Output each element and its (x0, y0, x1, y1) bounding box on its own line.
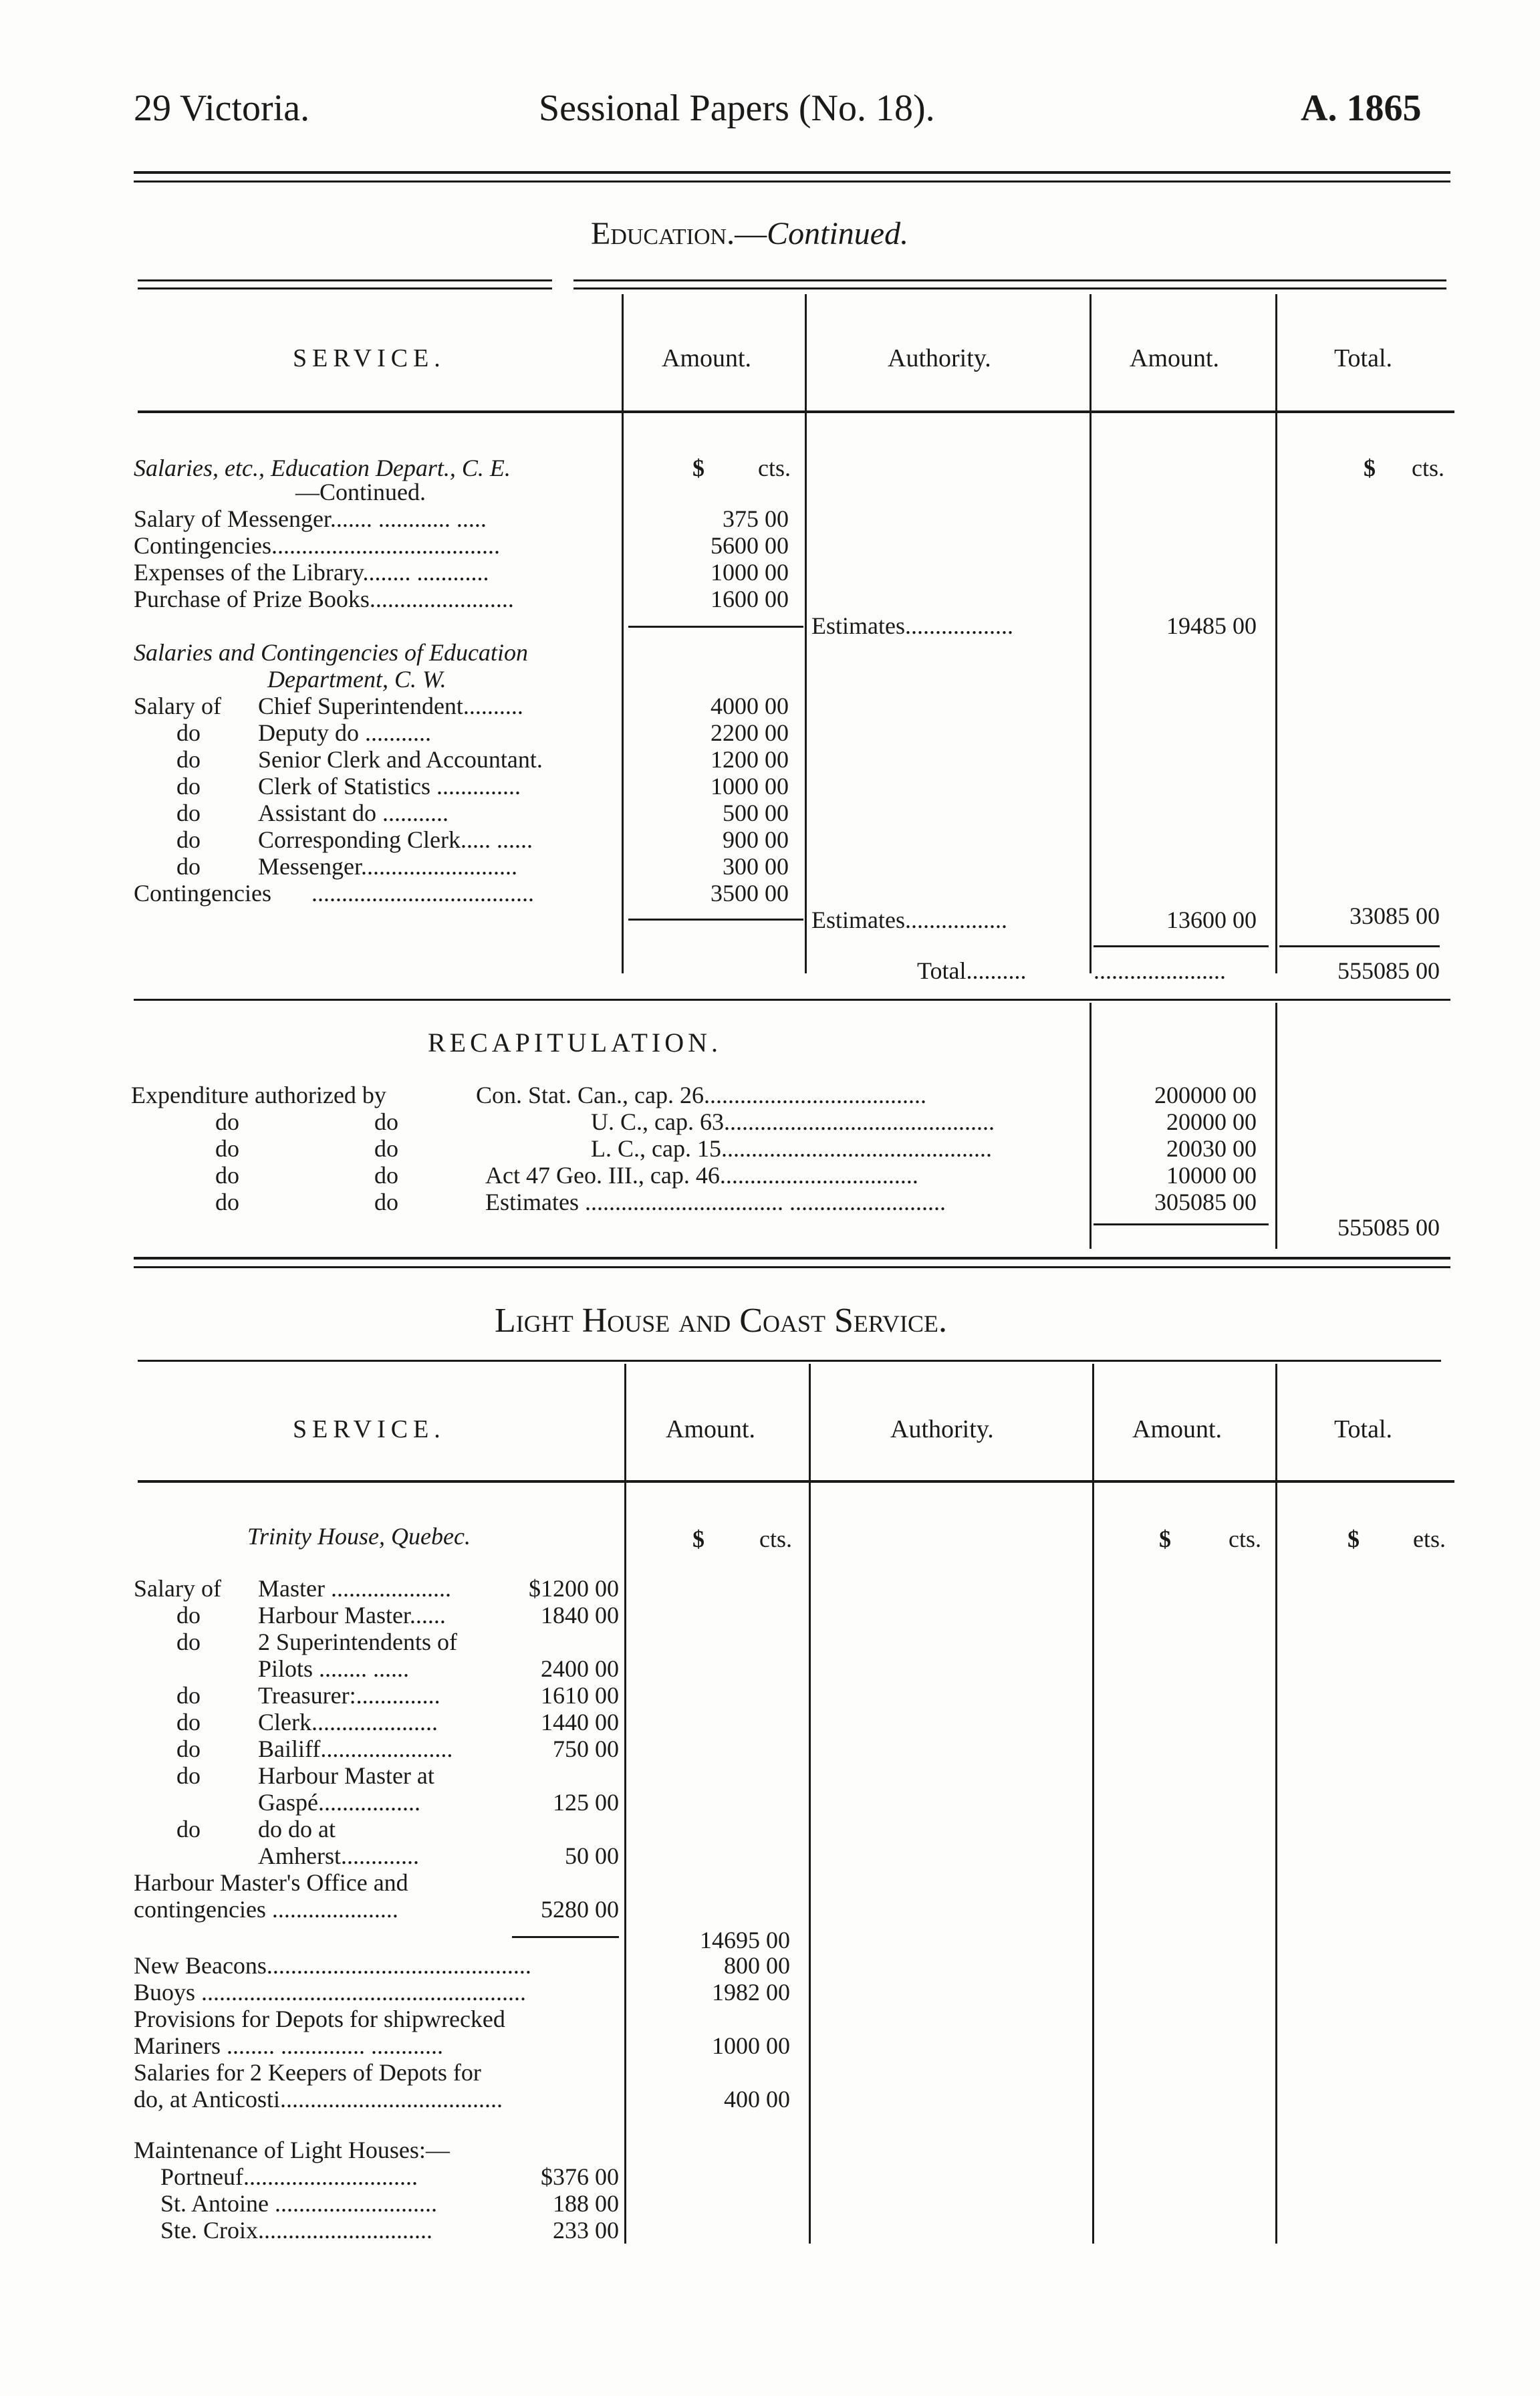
lh-other-amount: 1000 00 (712, 2032, 790, 2059)
lh-other-amount: 800 00 (724, 1952, 790, 1979)
edu-g1-authority: Estimates.................. (811, 612, 1013, 639)
lh-trinity-amt: 1840 00 (541, 1602, 619, 1629)
recap-row-amount: 20000 00 (1166, 1108, 1257, 1135)
edu-g2-row-c2: Assistant do ........... (258, 800, 449, 826)
edu-g2-row-c2: Clerk of Statistics .............. (258, 773, 521, 800)
lh-other-label: Salaries for 2 Keepers of Depots for (134, 2059, 481, 2086)
lh-vline-1 (624, 1364, 626, 2244)
lh-subtitle: Trinity House, Quebec. (247, 1523, 471, 1550)
lh-maintenance-title: Maintenance of Light Houses:— (134, 2137, 450, 2163)
edu-g1-row-amount: 5600 00 (711, 532, 789, 559)
recap-title: RECAPITULATION. (428, 1028, 722, 1058)
edu-g1-row-amount: 375 00 (723, 505, 789, 532)
edu-col-amount2: Amount. (1130, 344, 1220, 372)
lh-trinity-c1: do (176, 1762, 201, 1789)
education-title (591, 215, 908, 252)
education-title-continued: Continued. (767, 216, 909, 251)
edu-g2-row-amount: 2200 00 (711, 719, 789, 746)
lh-unit-dollar: $ (692, 1526, 704, 1552)
lh-col-amount2: Amount. (1132, 1415, 1223, 1443)
edu-g2-row-amount: 1200 00 (711, 746, 789, 773)
lh-trinity-c1: contingencies ..................... (134, 1896, 398, 1923)
lh-col-authority: Authority. (890, 1415, 994, 1443)
edu-g2-row-amount: 1000 00 (711, 773, 789, 800)
lh-maintenance-label: St. Antoine ........................... (160, 2190, 438, 2217)
lh-trinity-total: 14695 00 (700, 1927, 790, 1953)
edu-g2-row-amount: 300 00 (723, 853, 789, 880)
edu-col-amount1: Amount. (662, 344, 752, 372)
lh-col-amount1: Amount. (666, 1415, 756, 1443)
lh-other-label: Provisions for Depots for shipwrecked (134, 2006, 505, 2032)
recap-row-c2: do (374, 1162, 398, 1189)
header-right: A. 1865 (1301, 88, 1422, 129)
recap-row-c1: do (215, 1162, 239, 1189)
edu-total-dots: ...................... (1094, 957, 1226, 984)
recap-row-c1: do (215, 1189, 239, 1215)
edu-g1-authority-amount: 19485 00 (1166, 612, 1257, 639)
edu-group1-title-cont: —Continued. (295, 479, 426, 505)
recap-bottom-rule-1 (134, 1257, 1450, 1260)
edu-g2-row-c2: Messenger.......................... (258, 853, 517, 880)
edu-bottom-rule (134, 999, 1450, 1001)
edu-g2-row-c1: do (176, 773, 201, 800)
recap-row-c3: Act 47 Geo. III., cap. 46................................. (485, 1162, 918, 1189)
recap-row-amount: 305085 00 (1154, 1189, 1257, 1215)
edu-g1-row-amount: 1000 00 (711, 559, 789, 586)
edu-group1-title: Salaries, etc., Education Depart., C. E. (134, 455, 511, 481)
lh-trinity-c2: Clerk..................... (258, 1709, 438, 1735)
edu-g2-authority-amount: 13600 00 (1166, 907, 1257, 933)
lh-trinity-amt: $1200 00 (529, 1575, 619, 1602)
recap-row-amount: 20030 00 (1166, 1135, 1257, 1162)
edu-g2-row-c2: Senior Clerk and Accountant. (258, 746, 543, 773)
recap-row-amount: 10000 00 (1166, 1162, 1257, 1189)
lh-trinity-amt: 1610 00 (541, 1682, 619, 1709)
lh-other-amount: 1982 00 (712, 1979, 790, 2006)
lh-maintenance-label: Ste. Croix............................. (160, 2217, 433, 2244)
recap-row-c3: L. C., cap. 15............................................. (591, 1135, 992, 1162)
lh-header-rule (138, 1480, 1454, 1483)
edu-g2-row-amount: 3500 00 (711, 880, 789, 907)
lh-maintenance-label: Portneuf............................. (160, 2163, 418, 2190)
lh-trinity-c2: Treasurer:.............. (258, 1682, 440, 1709)
lh-trinity-c1: do (176, 1682, 201, 1709)
recap-row-c1: Expenditure authorized by (131, 1082, 386, 1108)
lh-trinity-c1: do (176, 1709, 201, 1735)
edu-top-rule-left-1 (138, 279, 552, 281)
edu-unit-cts: cts. (758, 455, 791, 481)
lh-unit-cts: cts. (759, 1526, 792, 1552)
lh-maintenance-amt: 188 00 (553, 2190, 619, 2217)
lh-other-label: New Beacons............................................ (134, 1952, 531, 1979)
lh-col-service: SERVICE. (293, 1415, 446, 1443)
lh-other-label: Mariners ........ .............. ............ (134, 2032, 443, 2059)
lh-unit2-dollar: $ (1159, 1526, 1171, 1552)
edu-vline-3 (1089, 294, 1092, 973)
edu-g1-row-label: Purchase of Prize Books........................ (134, 586, 514, 612)
recap-total: 555085 00 (1337, 1214, 1440, 1241)
edu-g2-row-c1: do (176, 800, 201, 826)
lh-trinity-amt: 1440 00 (541, 1709, 619, 1735)
lh-vline-3 (1092, 1364, 1094, 2244)
edu-group2-title-cont: Department, C. W. (267, 666, 446, 693)
lh-other-amount: 400 00 (724, 2086, 790, 2113)
edu-vline-4 (1275, 294, 1277, 973)
lh-trinity-amt: 2400 00 (541, 1655, 619, 1682)
edu-top-rule-left-2 (138, 287, 552, 289)
lh-unit3-dollar: $ (1348, 1526, 1360, 1552)
edu-total-rule-2 (1279, 945, 1440, 947)
header-rule-top (134, 171, 1450, 174)
edu-g2-row-amount: 500 00 (723, 800, 789, 826)
edu-g1-row-label: Salary of Messenger....... ............ ..... (134, 505, 487, 532)
lh-trinity-c1: do (176, 1629, 201, 1655)
edu-g2-row-amount: 4000 00 (711, 693, 789, 719)
lh-unit2-cts: cts. (1229, 1526, 1261, 1552)
lh-trinity-c2: Gaspé................. (258, 1789, 420, 1816)
edu-g2-row-c1: do (176, 826, 201, 853)
edu-col-authority: Authority. (888, 344, 991, 372)
edu-g1-row-label: Expenses of the Library........ ............ (134, 559, 489, 586)
recap-row-c3: Estimates ................................. .......................... (485, 1189, 946, 1215)
lh-vline-4 (1275, 1364, 1277, 2244)
edu-unit-dollar: $ (692, 455, 704, 481)
edu-g2-row-c1: Contingencies (134, 880, 271, 907)
recap-row-c2: do (374, 1189, 398, 1215)
edu-g2-subtotal-rule (628, 919, 803, 921)
lh-unit3-ets: ets. (1413, 1526, 1446, 1552)
lh-trinity-c2: Harbour Master at (258, 1762, 434, 1789)
edu-g2-row-c2: Corresponding Clerk..... ...... (258, 826, 533, 853)
edu-g2-row-c1: do (176, 719, 201, 746)
lh-trinity-c2: do do at (258, 1816, 336, 1842)
lh-trinity-c1: do (176, 1735, 201, 1762)
edu-vline-1 (622, 294, 624, 973)
lh-other-label: do, at Anticosti..................................... (134, 2086, 503, 2113)
edu-vline-2 (805, 294, 807, 973)
lh-trinity-amt: 125 00 (553, 1789, 619, 1816)
edu-top-rule-right-2 (573, 287, 1446, 289)
edu-g1-row-label: Contingencies...................................... (134, 532, 500, 559)
lh-other-label: Buoys ...................................................... (134, 1979, 527, 2006)
lh-trinity-c2: Amherst............. (258, 1842, 419, 1869)
recap-bottom-rule-2 (134, 1266, 1450, 1268)
edu-header-rule (138, 410, 1454, 413)
edu-g2-row-c2: Chief Superintendent.......... (258, 693, 523, 719)
edu-g2-row-c2: Deputy do ........... (258, 719, 431, 746)
edu-g1-subtotal-rule (628, 626, 803, 628)
edu-total-rule-1 (1094, 945, 1269, 947)
lh-trinity-amt: 750 00 (553, 1735, 619, 1762)
lh-trinity-c1: Harbour Master's Office and (134, 1869, 408, 1896)
edu-g2-row-c1: do (176, 746, 201, 773)
header-center: Sessional Papers (No. 18). (539, 88, 935, 129)
edu-g2-authority: Estimates................. (811, 907, 1007, 933)
lighthouse-title: Light House and Coast Service. (495, 1302, 948, 1340)
edu-total-unit-dollar: $ (1364, 455, 1376, 481)
lh-top-rule (138, 1360, 1441, 1362)
lh-trinity-c1: do (176, 1602, 201, 1629)
lh-trinity-amt: 5280 00 (541, 1896, 619, 1923)
lh-trinity-sum-rule (512, 1936, 619, 1938)
lh-trinity-c2: Bailiff...................... (258, 1735, 453, 1762)
edu-g2-total: 33085 00 (1350, 903, 1440, 929)
lh-trinity-c1: Salary of (134, 1575, 221, 1602)
edu-col-service: SERVICE. (293, 344, 446, 372)
edu-group2-title: Salaries and Contingencies of Education (134, 639, 528, 666)
recap-vline-2 (1275, 1003, 1277, 1249)
lh-trinity-amt: 50 00 (565, 1842, 619, 1869)
lh-maintenance-amt: $376 00 (541, 2163, 619, 2190)
lh-trinity-c2: 2 Superintendents of (258, 1629, 457, 1655)
edu-g2-row-c1: do (176, 853, 201, 880)
recap-row-c1: do (215, 1135, 239, 1162)
recap-row-amount: 200000 00 (1154, 1082, 1257, 1108)
edu-total-label: Total.......... (917, 957, 1027, 984)
header-left: 29 Victoria. (134, 88, 310, 129)
edu-g2-row-c1: Salary of (134, 693, 221, 719)
header-rule-bottom (134, 181, 1450, 183)
recap-row-c3: Con. Stat. Can., cap. 26..................................... (476, 1082, 926, 1108)
lh-col-total: Total. (1334, 1415, 1393, 1443)
lh-trinity-c2: Pilots ........ ...... (258, 1655, 410, 1682)
lh-trinity-c1: do (176, 1816, 201, 1842)
lh-trinity-c2: Harbour Master...... (258, 1602, 446, 1629)
education-title-main: Education.— (591, 216, 767, 251)
edu-g2-row-amount: 900 00 (723, 826, 789, 853)
recap-row-c2: do (374, 1135, 398, 1162)
edu-total-unit-cts: cts. (1412, 455, 1444, 481)
edu-g1-row-amount: 1600 00 (711, 586, 789, 612)
edu-top-rule-right-1 (573, 279, 1446, 281)
edu-col-total: Total. (1334, 344, 1393, 372)
edu-grand-total: 555085 00 (1337, 957, 1440, 984)
recap-row-c1: do (215, 1108, 239, 1135)
recap-row-c3: U. C., cap. 63............................................. (591, 1108, 995, 1135)
lh-maintenance-amt: 233 00 (553, 2217, 619, 2244)
lh-trinity-c2: Master .................... (258, 1575, 451, 1602)
recap-row-c2: do (374, 1108, 398, 1135)
recap-vline-1 (1089, 1003, 1092, 1249)
edu-g2-row-c2: ..................................... (311, 880, 534, 907)
lh-vline-2 (809, 1364, 811, 2244)
recap-sum-rule (1094, 1223, 1269, 1225)
